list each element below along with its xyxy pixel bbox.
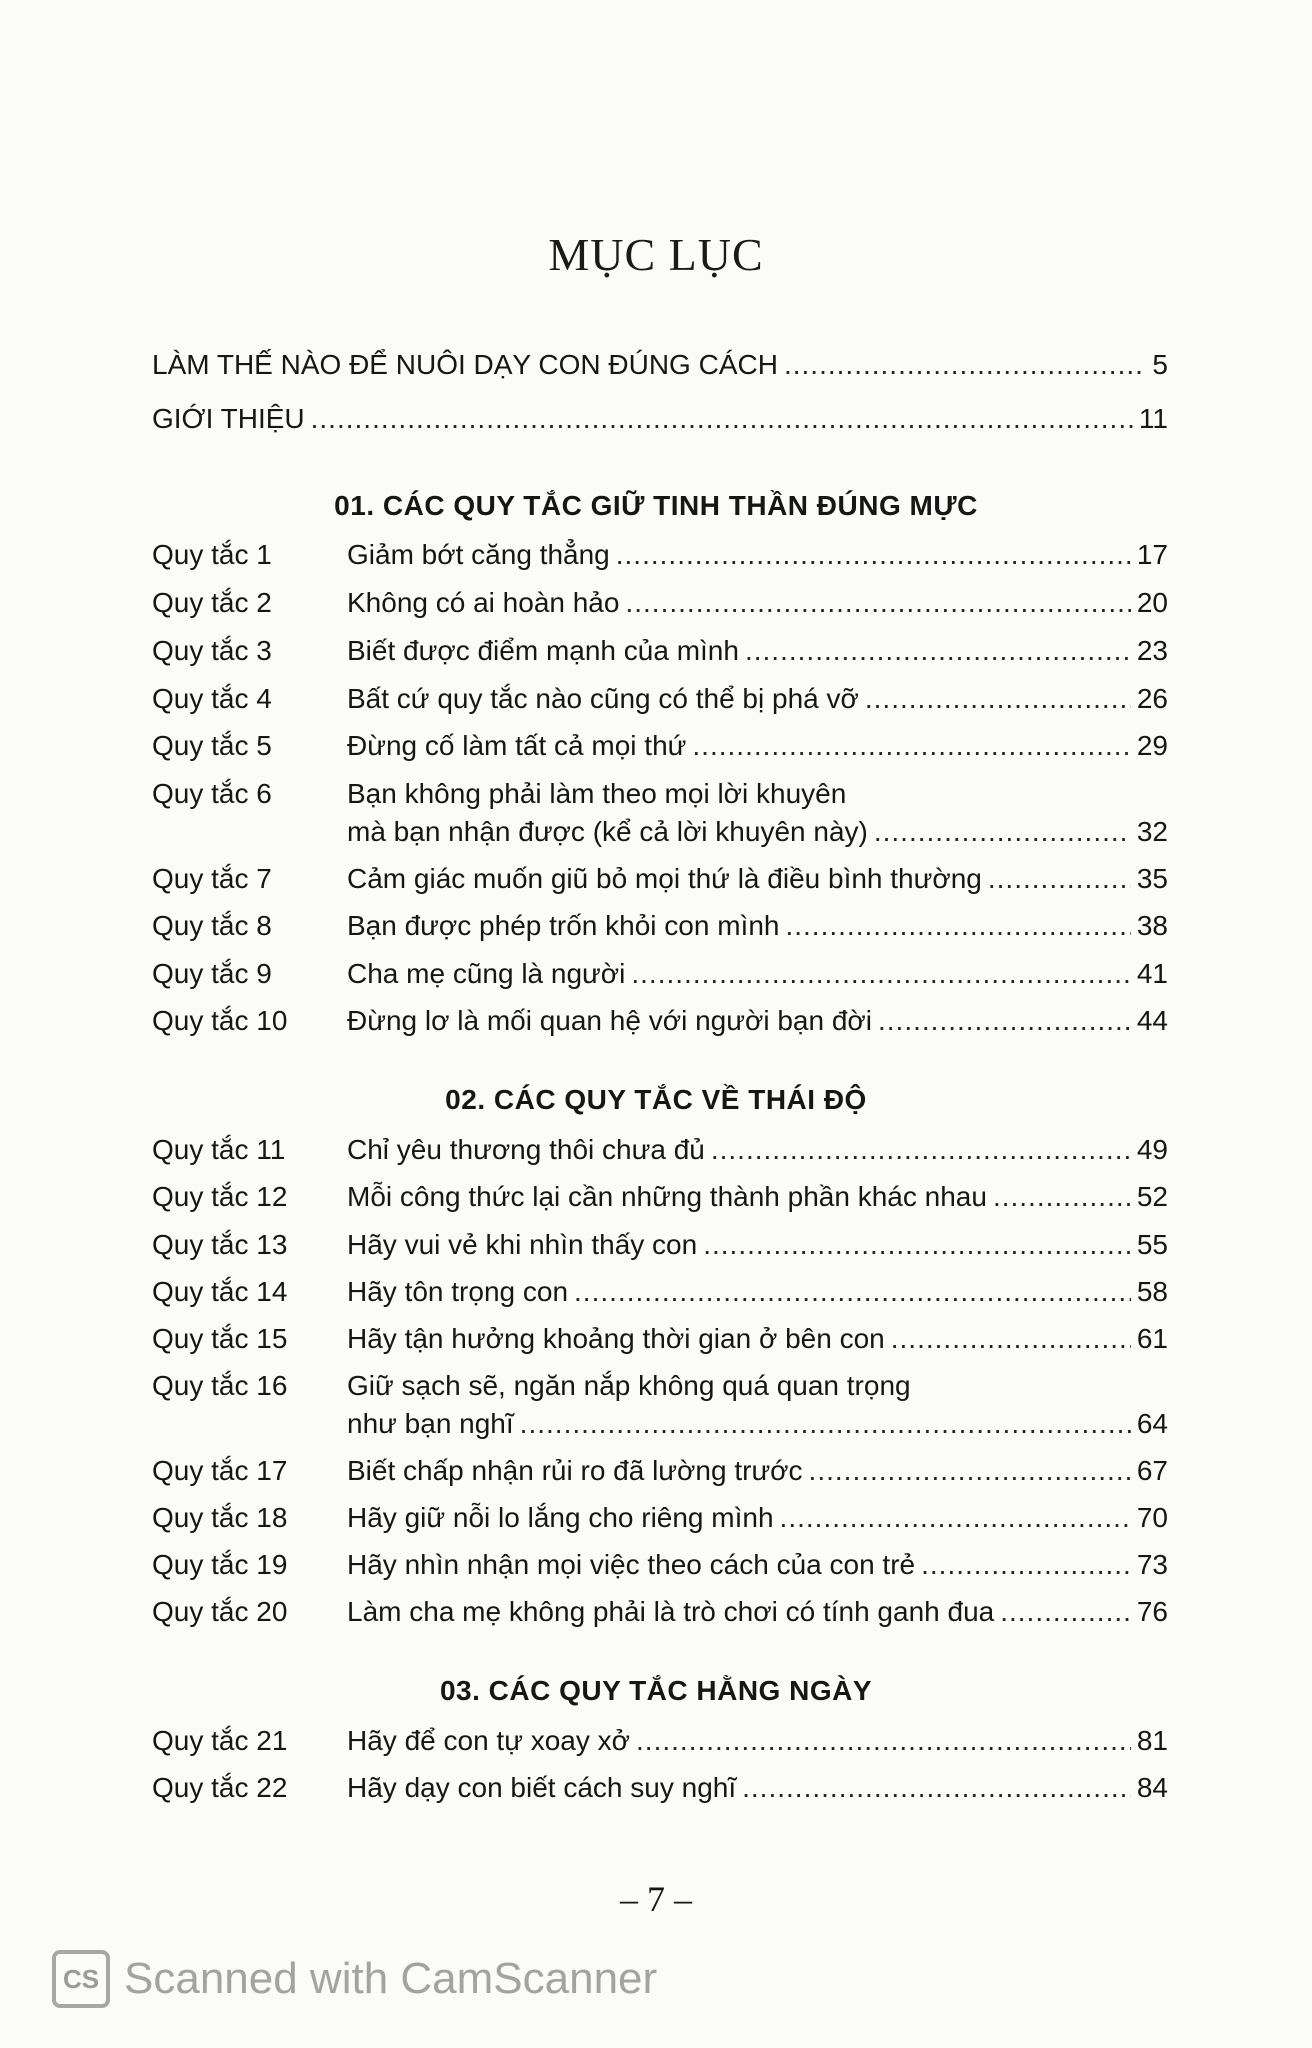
entry-text: Biết chấp nhận rủi ro đã lường trước	[347, 1455, 803, 1486]
rule-number: Quy tắc 7	[152, 863, 272, 894]
dot-leader	[784, 346, 1146, 384]
entry-page: 61	[1136, 1323, 1168, 1354]
toc-entry-multiline	[152, 1367, 1168, 1443]
toc-entry	[152, 1273, 1168, 1311]
entry-page: 17	[1136, 539, 1168, 570]
toc-entry	[152, 584, 1168, 622]
rule-number: Quy tắc 21	[152, 1725, 288, 1756]
camscanner-watermark	[52, 1950, 657, 2008]
entry-text: Cảm giác muốn giũ bỏ mọi thứ là điều bình thường	[347, 863, 982, 894]
toc-entry	[152, 907, 1168, 945]
dot-leader	[988, 860, 1131, 898]
entry-page: 23	[1136, 635, 1168, 666]
dot-leader	[742, 1769, 1131, 1807]
toc-entry	[152, 1002, 1168, 1040]
entry-page: 52	[1136, 1181, 1168, 1212]
entry-page: 70	[1136, 1502, 1168, 1533]
dot-leader	[921, 1546, 1131, 1584]
toc-entry	[152, 1452, 1168, 1490]
entry-page: 64	[1136, 1408, 1168, 1439]
toc-entry	[152, 1178, 1168, 1216]
rule-number: Quy tắc 19	[152, 1549, 288, 1580]
rule-number: Quy tắc 22	[152, 1772, 288, 1803]
section-heading: 02. CÁC QUY TẮC VỀ THÁI ĐỘ	[445, 1084, 867, 1115]
entry-text-continued: như bạn nghĩ	[347, 1408, 514, 1439]
toc-entry	[152, 536, 1168, 574]
dot-leader	[993, 1178, 1131, 1216]
entry-page: 58	[1136, 1276, 1168, 1307]
entry-page: 11	[1138, 403, 1168, 434]
entry-text: Hãy để con tự xoay xở	[347, 1725, 631, 1756]
rule-number: Quy tắc 14	[152, 1276, 288, 1307]
entry-text: Chỉ yêu thương thôi chưa đủ	[347, 1134, 705, 1165]
entry-page: 32	[1136, 816, 1168, 847]
dot-leader	[1000, 1593, 1131, 1631]
section-heading: 03. CÁC QUY TẮC HẰNG NGÀY	[439, 1675, 873, 1706]
entry-page: 76	[1136, 1596, 1168, 1627]
rule-number: Quy tắc 1	[152, 539, 272, 570]
entry-text: Đừng lơ là mối quan hệ với người bạn đời	[347, 1005, 872, 1036]
dot-leader	[703, 1226, 1131, 1264]
entry-page: 35	[1136, 863, 1168, 894]
dot-leader	[616, 536, 1131, 574]
entry-text: Bạn không phải làm theo mọi lời khuyên	[347, 778, 847, 809]
camscanner-logo-icon: CS	[52, 1950, 110, 2008]
entry-text-continued: mà bạn nhận được (kể cả lời khuyên này)	[347, 816, 868, 847]
entry-page: 29	[1136, 730, 1168, 761]
rule-number: Quy tắc 3	[152, 635, 272, 666]
watermark-text: Scanned with CamScanner	[124, 1954, 658, 2003]
entry-text: Hãy tôn trọng con	[347, 1276, 569, 1307]
entry-page: 5	[1152, 349, 1168, 380]
entry-page: 73	[1136, 1549, 1168, 1580]
dot-leader	[631, 955, 1130, 993]
entry-page: 55	[1136, 1229, 1168, 1260]
entry-text: Bất cứ quy tắc nào cũng có thể bị phá vỡ	[347, 683, 859, 714]
dot-leader	[692, 727, 1130, 765]
dot-leader	[711, 1131, 1131, 1169]
entry-text: Biết được điểm mạnh của mình	[347, 635, 739, 666]
rule-number: Quy tắc 6	[152, 778, 272, 809]
entry-text: LÀM THẾ NÀO ĐỂ NUÔI DẠY CON ĐÚNG CÁCH	[152, 349, 778, 380]
toc-entry	[152, 1226, 1168, 1264]
toc-entry	[152, 632, 1168, 670]
entry-text: Làm cha mẹ không phải là trò chơi có tính ganh đua	[347, 1596, 995, 1627]
entry-text: Mỗi công thức lại cần những thành phần khác nhau	[347, 1181, 987, 1212]
entry-text: GIỚI THIỆU	[152, 403, 305, 434]
page-number: – 7 –	[620, 1879, 692, 1919]
rule-number: Quy tắc 16	[152, 1370, 288, 1401]
toc-entry	[152, 1499, 1168, 1537]
toc-entry	[152, 1546, 1168, 1584]
entry-text: Hãy tận hưởng khoảng thời gian ở bên con	[347, 1323, 885, 1354]
toc-entry	[152, 1593, 1168, 1631]
toc-entry-intro	[152, 346, 1168, 384]
dot-leader	[745, 632, 1131, 670]
entry-page: 26	[1136, 683, 1168, 714]
entry-page: 49	[1136, 1134, 1168, 1165]
entry-text: Hãy nhìn nhận mọi việc theo cách của con trẻ	[347, 1549, 916, 1580]
toc-entry	[152, 1131, 1168, 1169]
toc-entry	[152, 727, 1168, 765]
rule-number: Quy tắc 10	[152, 1005, 288, 1036]
dot-leader	[865, 680, 1131, 718]
rule-number: Quy tắc 5	[152, 730, 272, 761]
dot-leader	[520, 1405, 1131, 1443]
rule-number: Quy tắc 9	[152, 958, 272, 989]
entry-page: 81	[1136, 1725, 1168, 1756]
dot-leader	[636, 1722, 1131, 1760]
toc-entry	[152, 1769, 1168, 1807]
rule-number: Quy tắc 4	[152, 683, 272, 714]
rule-number: Quy tắc 20	[152, 1596, 288, 1627]
entry-text: Hãy giữ nỗi lo lắng cho riêng mình	[347, 1502, 774, 1533]
entry-text: Đừng cố làm tất cả mọi thứ	[347, 730, 687, 761]
rule-number: Quy tắc 11	[152, 1134, 286, 1165]
section-heading: 01. CÁC QUY TẮC GIỮ TINH THẦN ĐÚNG MỰC	[334, 490, 978, 521]
entry-page: 41	[1136, 958, 1168, 989]
entry-text: Cha mẹ cũng là người	[347, 958, 626, 989]
entry-page: 44	[1136, 1005, 1168, 1036]
dot-leader	[891, 1320, 1131, 1358]
entry-text: Không có ai hoàn hảo	[347, 587, 620, 618]
entry-text: Giảm bớt căng thẳng	[347, 539, 610, 570]
dot-leader	[780, 1499, 1131, 1537]
entry-page: 67	[1136, 1455, 1168, 1486]
dot-leader	[785, 907, 1130, 945]
rule-number: Quy tắc 18	[152, 1502, 288, 1533]
toc-entry	[152, 1320, 1168, 1358]
entry-text: Hãy vui vẻ khi nhìn thấy con	[347, 1229, 698, 1260]
rule-number: Quy tắc 2	[152, 587, 272, 618]
dot-leader	[311, 400, 1133, 438]
dot-leader	[809, 1452, 1131, 1490]
rule-number: Quy tắc 8	[152, 910, 272, 941]
toc-entry-intro	[152, 400, 1168, 438]
entry-page: 20	[1136, 587, 1168, 618]
toc-entry	[152, 1722, 1168, 1760]
dot-leader	[625, 584, 1130, 622]
entry-page: 38	[1136, 910, 1168, 941]
page-title: MỤC LỤC	[548, 229, 764, 280]
rule-number: Quy tắc 15	[152, 1323, 288, 1354]
dot-leader	[878, 1002, 1131, 1040]
toc-entry	[152, 955, 1168, 993]
dot-leader	[874, 813, 1131, 851]
entry-text: Hãy dạy con biết cách suy nghĩ	[347, 1772, 737, 1803]
toc-entry	[152, 680, 1168, 718]
entry-text: Bạn được phép trốn khỏi con mình	[347, 910, 780, 941]
toc-entry	[152, 860, 1168, 898]
entry-text: Giữ sạch sẽ, ngăn nắp không quá quan trọng	[347, 1370, 911, 1401]
entry-page: 84	[1136, 1772, 1168, 1803]
rule-number: Quy tắc 12	[152, 1181, 288, 1212]
dot-leader	[574, 1273, 1131, 1311]
toc-entry-multiline	[152, 775, 1168, 851]
rule-number: Quy tắc 17	[152, 1455, 288, 1486]
rule-number: Quy tắc 13	[152, 1229, 288, 1260]
